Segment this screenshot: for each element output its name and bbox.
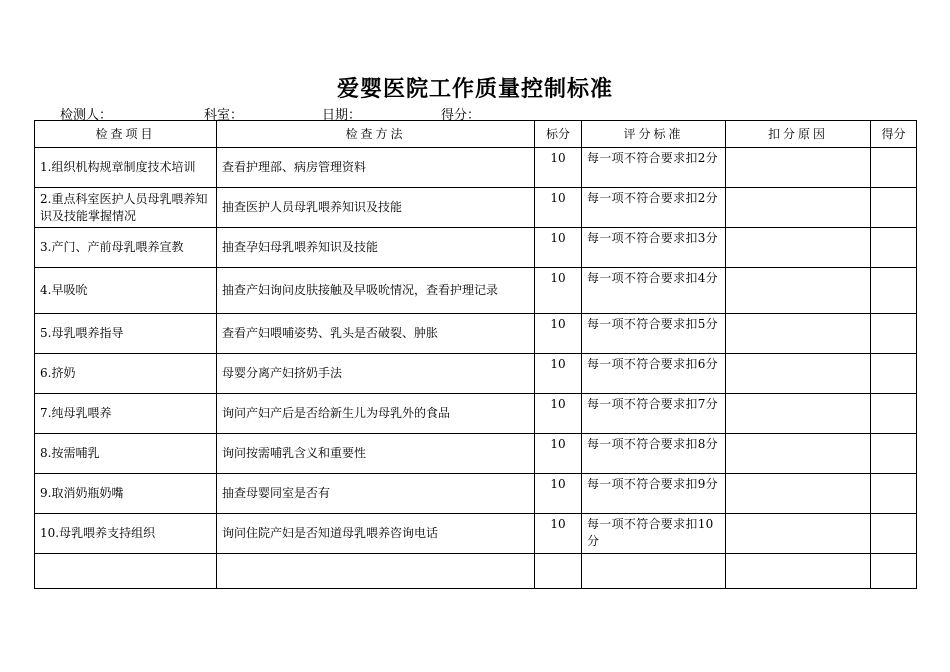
- check-item: 1.组织机构规章制度技术培训: [35, 148, 217, 188]
- header-scoring-criteria: 评分标准: [582, 121, 726, 148]
- table-row: [35, 228, 917, 268]
- scoring-criteria: [582, 554, 726, 589]
- standard-score: 10: [535, 148, 582, 188]
- check-method: 抽查孕妇母乳喂养知识及技能: [217, 228, 535, 268]
- standard-score: 10: [535, 228, 582, 268]
- deduction-reason: [726, 354, 871, 394]
- table-row: [35, 314, 917, 354]
- standard-score: 10: [535, 268, 582, 314]
- deduction-reason: [726, 554, 871, 589]
- deduction-reason: [726, 434, 871, 474]
- table-row: [35, 354, 917, 394]
- obtained-score: [871, 394, 917, 434]
- deduction-reason: [726, 148, 871, 188]
- deduction-reason: [726, 228, 871, 268]
- standard-score: 10: [535, 354, 582, 394]
- scoring-criteria: 每一项不符合要求扣6分: [582, 354, 726, 394]
- scoring-criteria: 每一项不符合要求扣8分: [582, 434, 726, 474]
- check-method: 抽查母婴同室是否有: [217, 474, 535, 514]
- inspector-label: 检测人：: [60, 108, 113, 123]
- header-standard-score: 标分: [535, 121, 582, 148]
- header-check-item: 检查项目: [35, 121, 217, 148]
- obtained-score: [871, 434, 917, 474]
- check-item: 2.重点科室医护人员母乳喂养知识及技能掌握情况: [35, 188, 217, 228]
- table-header-row: [35, 121, 917, 148]
- standard-score: 10: [535, 188, 582, 228]
- obtained-score: [871, 268, 917, 314]
- check-method: 询问住院产妇是否知道母乳喂养咨询电话: [217, 514, 535, 554]
- check-item: 5.母乳喂养指导: [35, 314, 217, 354]
- standard-score: 10: [535, 514, 582, 554]
- table-row: [35, 514, 917, 554]
- obtained-score: [871, 514, 917, 554]
- scoring-criteria: 每一项不符合要求扣4分: [582, 268, 726, 314]
- score-label: 得分：: [441, 108, 481, 123]
- check-method: [217, 554, 535, 589]
- check-item: 4.早吸吮: [35, 268, 217, 314]
- check-method: 抽查产妇询问皮肤接触及早吸吮情况，查看护理记录: [217, 268, 535, 314]
- scoring-criteria: 每一项不符合要求扣7分: [582, 394, 726, 434]
- check-item: 9.取消奶瓶奶嘴: [35, 474, 217, 514]
- department-label: 科室：: [204, 108, 244, 123]
- deduction-reason: [726, 268, 871, 314]
- scoring-criteria: 每一项不符合要求扣2分: [582, 188, 726, 228]
- check-method: 查看产妇喂哺姿势、乳头是否破裂、肿胀: [217, 314, 535, 354]
- table-row: [35, 268, 917, 314]
- table-row: [35, 474, 917, 514]
- table-row-blank: [35, 554, 917, 589]
- check-item: 3.产门、产前母乳喂养宣教: [35, 228, 217, 268]
- standard-score: 10: [535, 434, 582, 474]
- scoring-criteria: 每一项不符合要求扣3分: [582, 228, 726, 268]
- scoring-criteria: 每一项不符合要求扣9分: [582, 474, 726, 514]
- check-item: [35, 554, 217, 589]
- standard-score: 10: [535, 474, 582, 514]
- check-method: 抽查医护人员母乳喂养知识及技能: [217, 188, 535, 228]
- deduction-reason: [726, 188, 871, 228]
- table-row: [35, 434, 917, 474]
- deduction-reason: [726, 514, 871, 554]
- check-item: 6.挤奶: [35, 354, 217, 394]
- document-title: 爱婴医院工作质量控制标准: [336, 76, 613, 102]
- obtained-score: [871, 148, 917, 188]
- scoring-criteria: 每一项不符合要求扣5分: [582, 314, 726, 354]
- date-label: 日期：: [322, 108, 362, 123]
- deduction-reason: [726, 394, 871, 434]
- obtained-score: [871, 228, 917, 268]
- obtained-score: [871, 188, 917, 228]
- obtained-score: [871, 554, 917, 589]
- quality-control-table: [34, 120, 917, 589]
- table-row: [35, 188, 917, 228]
- check-item: 7.纯母乳喂养: [35, 394, 217, 434]
- header-deduction-reason: 扣分原因: [726, 121, 871, 148]
- deduction-reason: [726, 474, 871, 514]
- deduction-reason: [726, 314, 871, 354]
- header-obtained-score: 得分: [871, 121, 917, 148]
- standard-score: 10: [535, 394, 582, 434]
- check-method: 母婴分离产妇挤奶手法: [217, 354, 535, 394]
- scoring-criteria: 每一项不符合要求扣10分: [582, 514, 726, 554]
- obtained-score: [871, 354, 917, 394]
- obtained-score: [871, 474, 917, 514]
- check-item: 8.按需哺乳: [35, 434, 217, 474]
- check-method: 查看护理部、病房管理资料: [217, 148, 535, 188]
- check-method: 询问按需哺乳含义和重要性: [217, 434, 535, 474]
- standard-score: 10: [535, 314, 582, 354]
- obtained-score: [871, 314, 917, 354]
- check-method: 询问产妇产后是否给新生儿为母乳外的食品: [217, 394, 535, 434]
- table-row: [35, 148, 917, 188]
- check-item: 10.母乳喂养支持组织: [35, 514, 217, 554]
- header-check-method: 检查方法: [217, 121, 535, 148]
- scoring-criteria: 每一项不符合要求扣2分: [582, 148, 726, 188]
- standard-score: [535, 554, 582, 589]
- table-row: [35, 394, 917, 434]
